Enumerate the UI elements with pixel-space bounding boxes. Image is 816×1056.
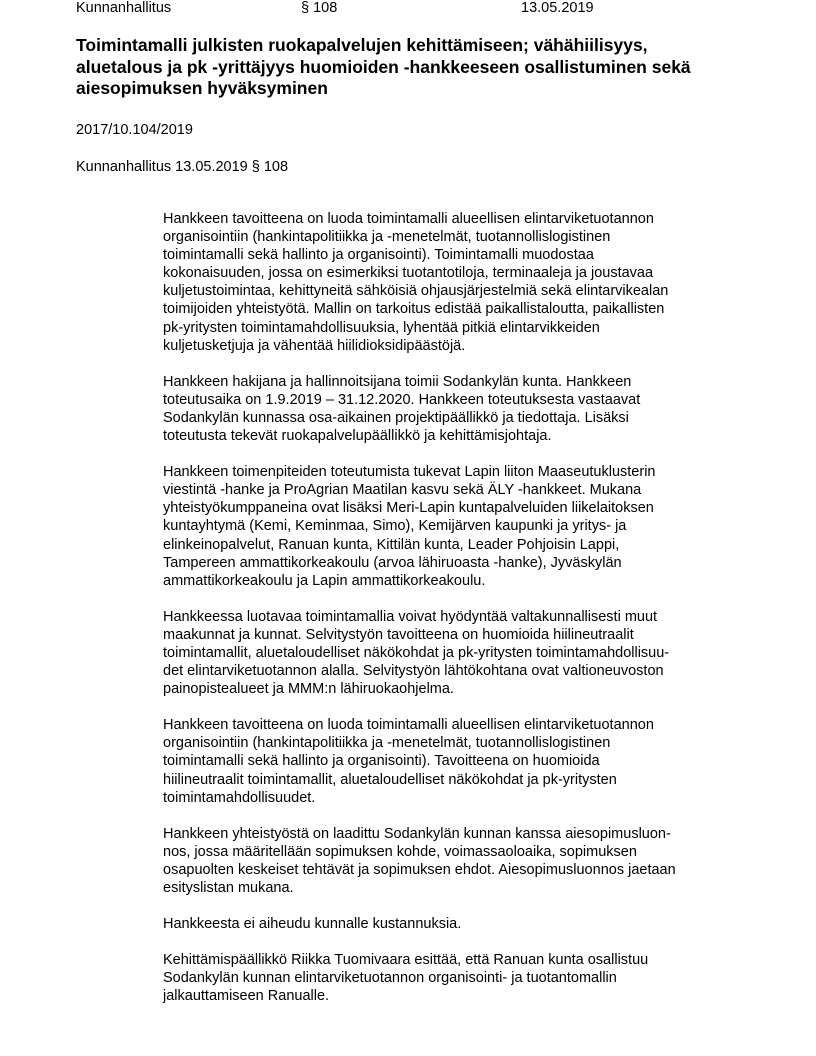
paragraph-goal: Hankkeen tavoitteena on luoda toimintamalli alueellisen elintarviketuotannon organisointiin (hankintapolitiikka ja -menetelmät, tuotannollislogistinen toimintamalli sekä hallinto ja organisointi). Toimintamalli muodostaa kokonaisuuden, jossa on esimerkiksi tuotantotiloja, terminaaleja ja joustavaa kuljetustoimintaa, kehittyneitä sähköisiä ohjausjärjestelmiä sekä elintarvikealan toimijoiden yhteistyötä. Mallin on tarkoitus edistää paikallistaloutta, paikallisten pk-yritysten toimintamahdollisuuksia, lyhentää pitkiä elintarvikkeiden kuljetusketjuja ja vähentää hiilidioksidipäästöjä. bbox=[163, 211, 669, 354]
paragraph-agreement: Hankkeen yhteistyöstä on laadittu Sodankylän kunnan kanssa aiesopimusluon- nos, jossa määritellään sopimuksen kohde, voimassaoloaika, sopimuksen osapuolten keskeiset tehtävät ja sopimuksen ehdot. Aiesopimusluonnos jaetaan esityslistan mukana. bbox=[163, 825, 676, 896]
paragraph-proposal: Kehittämispäällikkö Riikka Tuomivaara esittää, että Ranuan kunta osallistuu Sodankylän kunnan elintarviketuotannon organisointi- ja tuotantomallin jalkauttamiseen Ranualle. bbox=[163, 952, 649, 1005]
paragraph-objective: Hankkeen tavoitteena on luoda toimintamalli alueellisen elintarviketuotannon organisointiin (hankintapolitiikka ja -menetelmät, tuotannollislogistinen toimintamalli sekä hallinto ja organisointi). Tavoitteena on huomioida hiilineutraalit toimintamallit, aluetaloudelliset näkökohdat ja pk-yritysten toimintamahdollisuudet. bbox=[163, 717, 654, 806]
meeting-reference: Kunnanhallitus 13.05.2019 § 108 bbox=[76, 159, 289, 175]
body-text bbox=[163, 210, 743, 1023]
page-header bbox=[0, 0, 816, 19]
paragraph-applicant: Hankkeen hakijana ja hallinnoitsijana toimii Sodankylän kunta. Hankkeen toteutusaika on 1.9.2019 – 31.12.2020. Hankkeen toteutuksesta vastaavat Sodankylän kunnassa osa-aikainen projektipäällikkö ja tiedottaja. Lisäksi toteutusta tekevät ruokapalvelupäällikkö ja kehittämisjohtaja. bbox=[163, 373, 641, 445]
header-body-name: Kunnanhallitus bbox=[76, 0, 172, 16]
paragraph-partners: Hankkeen toimenpiteiden toteutumista tukevat Lapin liiton Maaseutuklusterin viestintä -hanke ja ProAgrian Maatilan kasvu sekä ÄLY -hankkeet. Mukana yhteistyökumppaneina ovat lisäksi Meri-Lapin kuntapalveluiden liikelaitoksen kuntayhtymä (Kemi, Keminmaa, Simo), Kemijärven kaupunki ja yritys- ja elinkeinopalvelut, Ranuan kunta, Kittilän kunta, Leader Pohjoisin Lappi, Tampereen ammattikorkeakoulu (arvoa lähiruoasta -hanke), Jyväskylän ammattikorkeakoulu ja Lapin ammattikorkeakoulu. bbox=[163, 464, 656, 589]
document-title: Toimintamalli julkisten ruokapalvelujen kehittämiseen; vähähiilisyys, aluetalous ja pk -yrittäjyys huomioiden -hankkeeseen osallistuminen sekä aiesopimuksen hyväksyminen bbox=[76, 35, 691, 98]
header-date: 13.05.2019 bbox=[521, 0, 594, 16]
paragraph-utilization: Hankkeessa luotavaa toimintamallia voivat hyödyntää valtakunnallisesti muut maakunnat ja kunnat. Selvitystyön tavoitteena on huomioida hiilineutraalit toimintamallit, aluetaloudelliset näkökohdat ja pk-yritysten toimintamahdollisuu- det elintarviketuotannon alalla. Selvitystyön lähtökohtana ovat valtioneuvoston painopistealueet ja MMM:n lähiruokaohjelma. bbox=[163, 608, 670, 698]
diary-number: 2017/10.104/2019 bbox=[76, 122, 193, 138]
paragraph-costs: Hankkeesta ei aiheudu kunnalle kustannuksia. bbox=[163, 916, 462, 933]
header-section-number: § 108 bbox=[301, 0, 338, 16]
